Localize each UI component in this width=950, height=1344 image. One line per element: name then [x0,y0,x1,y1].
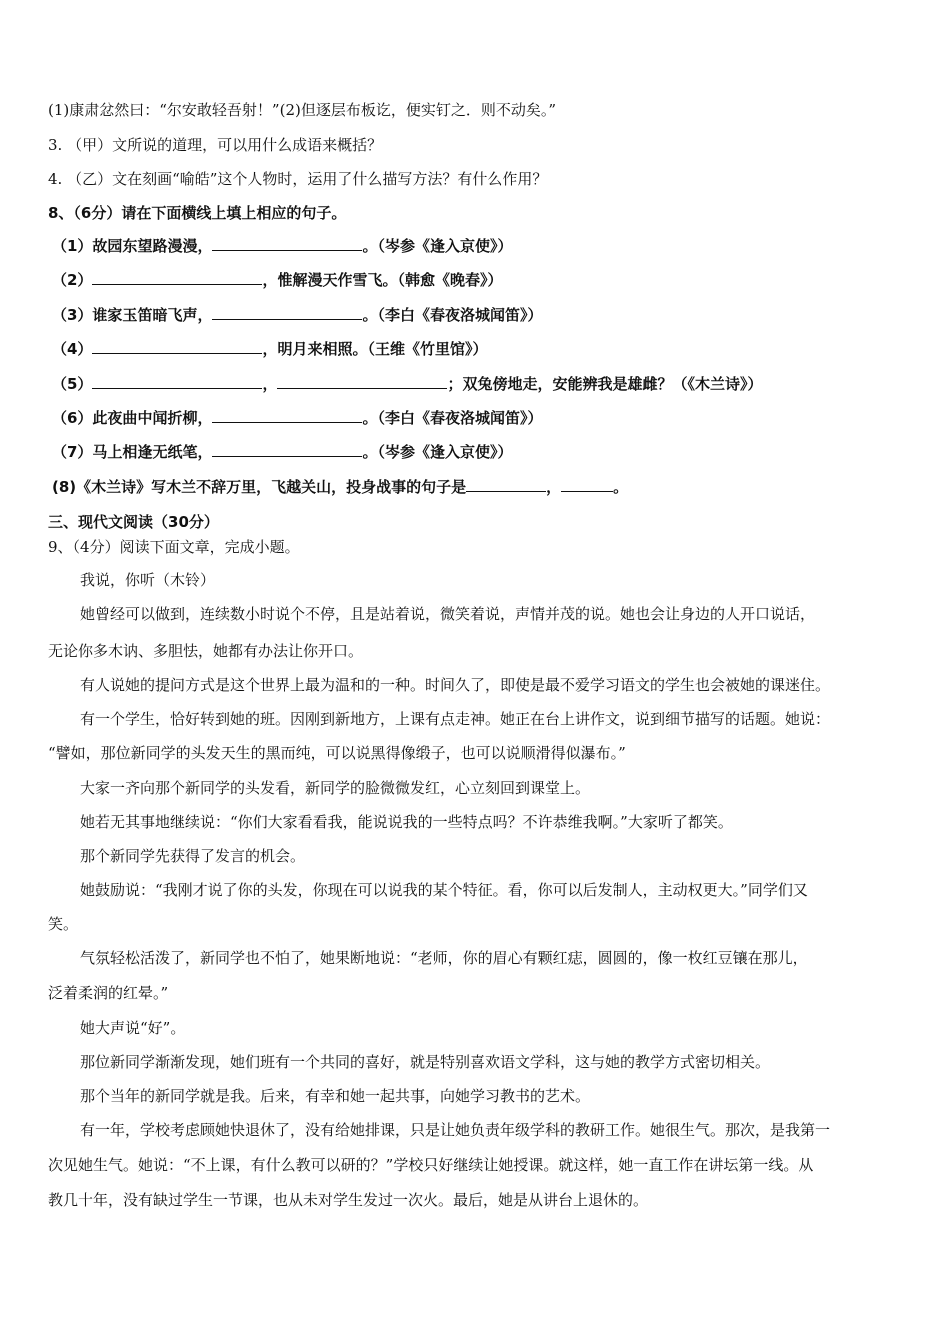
answer-blank[interactable] [212,408,362,423]
answer-blank[interactable] [92,339,262,354]
answer-blank[interactable] [212,442,362,457]
paragraph-11: 那个当年的新同学就是我。后来，有幸和她一起共事，向她学习教书的艺术。 [80,1087,591,1105]
article-title: 我说，你听（木铃） [80,571,216,589]
answer-blank[interactable] [92,374,262,389]
question-9: 9、（4分）阅读下面文章，完成小题。 [48,538,300,556]
q8-item-6: （6）此夜曲中闻折柳， 。（李白《春夜洛城闻笛》） [52,409,543,427]
q8-item-7: （7）马上相逢无纸笔， 。（岑参《逢入京使》） [52,443,513,461]
paragraph-7-line-2: 笑。 [48,915,79,933]
q8-item-5: （5） ， ；双兔傍地走，安能辨我是雄雌？（《木兰诗》） [52,375,763,393]
paragraph-10: 那位新同学渐渐发现，她们班有一个共同的喜好，就是特别喜欢语文学科，这与她的教学方式密切相关。 [80,1053,771,1071]
paragraph-8-line-1: 气氛轻松活泼了，新同学也不怕了，她果断地说：“老师，你的眉心有颗红痣，圆圆的，像一枚红豆镶在那儿， [80,949,808,967]
q8-item-1: （1）故园东望路漫漫， 。（岑参《逢入京使》） [52,237,513,255]
q8-item-2: （2） ，惟解漫天作雪飞。（韩愈《晚春》） [52,271,503,289]
q8-item-3: （3）谁家玉笛暗飞声， 。（李白《春夜洛城闻笛》） [52,306,543,324]
question-4: 4. （乙）文在刻画“喻皓”这个人物时，运用了什么描写方法？有什么作用？ [48,170,548,188]
text-line-quote: (1)康肃忿然曰：“尔安敢轻吾射！”(2)但逐层布板讫，便实钉之．则不动矣。” [48,101,557,119]
paragraph-3-line-1: 有一个学生，恰好转到她的班。因刚到新地方，上课有点走神。她正在台上讲作文，说到细节描写的话题。她说： [80,710,831,728]
paragraph-3-line-2: “譬如，那位新同学的头发天生的黑而纯，可以说黑得像缎子，也可以说顺滑得似瀑布。” [48,744,626,762]
paragraph-4: 大家一齐向那个新同学的头发看，新同学的脸微微发红，心立刻回到课堂上。 [80,779,591,797]
paragraph-1-line-2: 无论你多木讷、多胆怯，她都有办法让你开口。 [48,642,364,660]
question-8-heading: 8、（6分）请在下面横线上填上相应的句子。 [48,204,347,222]
paragraph-2: 有人说她的提问方式是这个世界上最为温和的一种。时间久了，即使是最不爱学习语文的学生也会被她的课迷住。 [80,676,831,694]
answer-blank[interactable] [277,374,447,389]
question-3: 3. （甲）文所说的道理，可以用什么成语来概括？ [48,136,383,154]
paragraph-12-line-2: 次见她生气。她说：“不上课，有什么教可以研的？”学校只好继续让她授课。就这样，她一直工作在讲坛第一线。从 [48,1156,814,1174]
paragraph-12-line-1: 有一年，学校考虑顾她快退休了，没有给她排课，只是让她负责年级学科的教研工作。她很生气。那次，是我第一 [80,1121,831,1139]
paragraph-1-line-1: 她曾经可以做到，连续数小时说个不停，且是站着说，微笑着说，声情并茂的说。她也会让身边的人开口说话， [80,605,816,623]
answer-blank[interactable] [561,477,613,492]
paragraph-9: 她大声说“好”。 [80,1019,186,1037]
answer-blank[interactable] [466,477,546,492]
paragraph-8-line-2: 泛着柔润的红晕。” [48,984,169,1002]
answer-blank[interactable] [212,305,362,320]
paragraph-7-line-1: 她鼓励说：“我刚才说了你的头发，你现在可以说我的某个特征。看，你可以后发制人，主动权更大。”同学们又 [80,881,808,899]
answer-blank[interactable] [212,236,362,251]
paragraph-12-line-3: 教几十年，没有缺过学生一节课，也从未对学生发过一次火。最后，她是从讲台上退休的。 [48,1191,649,1209]
q8-item-4: （4） ，明月来相照。（王维《竹里馆》） [52,340,488,358]
q8-item-8: (8)《木兰诗》写木兰不辞万里，飞越关山，投身战事的句子是 ， 。 [52,478,629,496]
paragraph-6: 那个新同学先获得了发言的机会。 [80,847,306,865]
section-3-heading: 三、现代文阅读（30分） [48,513,219,531]
paragraph-5: 她若无其事地继续说：“你们大家看看我，能说说我的一些特点吗？不许恭维我啊。”大家听了都笑。 [80,813,733,831]
answer-blank[interactable] [92,270,262,285]
